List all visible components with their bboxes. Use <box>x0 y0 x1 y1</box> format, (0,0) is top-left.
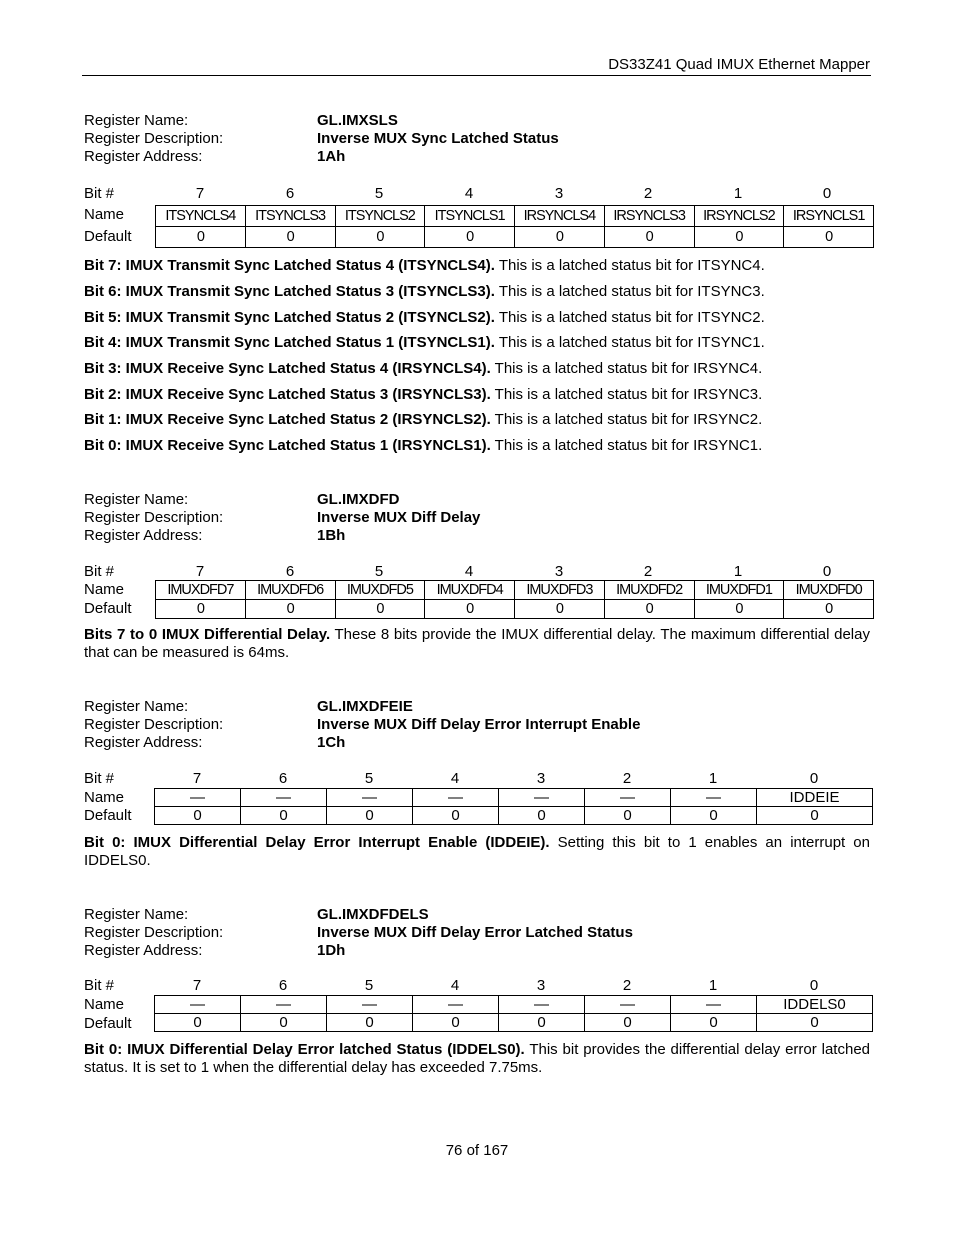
bit-description-title: Bit 3: IMUX Receive Sync Latched Status 4 (IRSYNCLS4). <box>84 360 491 377</box>
register-description-label: Register Description: <box>84 130 224 147</box>
bit-number: 2 <box>622 977 632 994</box>
register-address-value: 1Ch <box>317 734 346 751</box>
bit-default-cell: 0 <box>335 227 425 248</box>
bit-description-title: Bit 6: IMUX Transmit Sync Latched Status 3 (ITSYNCLS3). <box>84 283 495 300</box>
register-bit-table <box>154 788 873 825</box>
bit-default-cell: 0 <box>585 807 671 825</box>
bit-default-cell: 0 <box>425 227 515 248</box>
bit-name-cell: IRSYNCLS2 <box>694 206 784 227</box>
register-address-label: Register Address: <box>84 942 203 959</box>
bit-default-cell: 0 <box>425 600 515 619</box>
bit-description <box>84 283 870 301</box>
bit-name-cell: — <box>671 789 757 807</box>
bit-name-cell: IRSYNCLS3 <box>604 206 694 227</box>
bit-number: 3 <box>536 770 546 787</box>
bit-default-cell: 0 <box>515 600 605 619</box>
bit-number: 5 <box>364 977 374 994</box>
register-description-label: Register Description: <box>84 716 224 733</box>
bit-name-cell: IRSYNCLS4 <box>515 206 605 227</box>
bit-label: Bit # <box>84 977 115 994</box>
bit-name-cell: IMUXDFD3 <box>515 581 605 600</box>
name-row-label: Name <box>84 996 125 1013</box>
bit-default-cell: 0 <box>156 600 246 619</box>
bit-default-cell: 0 <box>155 1014 241 1032</box>
bit-number-row <box>84 977 873 995</box>
bit-description <box>84 1041 870 1077</box>
bit-name-cell: — <box>413 996 499 1014</box>
register-description-value: Inverse MUX Diff Delay Error Latched Status <box>317 924 633 941</box>
register-name-label: Register Name: <box>84 698 189 715</box>
bit-default-cell: 0 <box>757 807 873 825</box>
bit-name-row <box>156 581 874 600</box>
bit-name-cell: — <box>155 789 241 807</box>
bit-number: 1 <box>733 185 743 202</box>
header-divider <box>82 75 871 76</box>
bit-number: 1 <box>708 770 718 787</box>
bit-name-row <box>155 789 873 807</box>
bit-name-cell: IMUXDFD4 <box>425 581 515 600</box>
bit-description-text: Setting this bit to 1 enables an interrupt on IDDELS0. <box>84 834 870 869</box>
bit-name-cell: — <box>327 996 413 1014</box>
name-row-label: Name <box>84 581 125 598</box>
bit-default-cell: 0 <box>515 227 605 248</box>
bit-number: 1 <box>733 563 743 580</box>
bit-default-cell: 0 <box>156 227 246 248</box>
register-bit-table <box>154 995 873 1032</box>
bit-default-cell: 0 <box>694 227 784 248</box>
bit-description-title: Bits 7 to 0 IMUX Differential Delay. <box>84 626 331 643</box>
bit-default-cell: 0 <box>757 1014 873 1032</box>
bit-default-row <box>156 600 874 619</box>
default-row-label: Default <box>84 600 132 617</box>
bit-description-title: Bit 0: IMUX Differential Delay Error Interrupt Enable (IDDEIE). <box>84 834 550 851</box>
default-row-label: Default <box>84 228 132 245</box>
register-address-value: 1Bh <box>317 527 346 544</box>
bit-description-text: This is a latched status bit for ITSYNC2. <box>494 309 765 326</box>
bit-number: 4 <box>464 185 474 202</box>
bit-number: 6 <box>278 977 288 994</box>
bit-name-cell: ITSYNCLS2 <box>335 206 425 227</box>
default-row-label: Default <box>84 807 132 824</box>
bit-description-title: Bit 0: IMUX Differential Delay Error latched Status (IDDELS0). <box>84 1041 525 1058</box>
bit-description <box>84 334 870 352</box>
bit-number: 5 <box>364 770 374 787</box>
bit-default-row <box>155 807 873 825</box>
bit-number: 7 <box>195 185 205 202</box>
bit-default-cell: 0 <box>694 600 784 619</box>
bit-default-cell: 0 <box>671 1014 757 1032</box>
bit-number: 1 <box>708 977 718 994</box>
register-description-value: Inverse MUX Diff Delay Error Interrupt Enable <box>317 716 641 733</box>
bit-default-cell: 0 <box>784 227 874 248</box>
bit-description <box>84 257 870 275</box>
bit-name-cell: — <box>499 789 585 807</box>
bit-description <box>84 360 870 378</box>
bit-description-text: This is a latched status bit for ITSYNC1. <box>494 334 765 351</box>
bit-name-cell: IRSYNCLS1 <box>784 206 874 227</box>
register-info-imxdfdels <box>84 906 873 960</box>
bit-name-cell: — <box>413 789 499 807</box>
bit-description-text: This is a latched status bit for ITSYNC3. <box>494 283 765 300</box>
bit-default-cell: 0 <box>245 600 335 619</box>
bit-description-title: Bit 1: IMUX Receive Sync Latched Status 2 (IRSYNCLS2). <box>84 411 491 428</box>
bit-name-cell: IMUXDFD5 <box>335 581 425 600</box>
bit-number: 4 <box>450 770 460 787</box>
register-name-label: Register Name: <box>84 906 189 923</box>
register-name-value: GL.IMXSLS <box>317 112 398 129</box>
bit-description-text: This is a latched status bit for IRSYNC2. <box>490 411 763 428</box>
register-name-label: Register Name: <box>84 491 189 508</box>
bit-number: 2 <box>622 770 632 787</box>
bit-description-text: This is a latched status bit for ITSYNC4. <box>494 257 765 274</box>
bit-number: 0 <box>822 563 832 580</box>
register-description-label: Register Description: <box>84 924 224 941</box>
bit-number: 2 <box>643 563 653 580</box>
bit-number: 6 <box>285 185 295 202</box>
bit-description <box>84 386 870 404</box>
bit-number: 4 <box>464 563 474 580</box>
register-name-value: GL.IMXDFEIE <box>317 698 413 715</box>
bit-number-row <box>84 563 873 581</box>
bit-name-cell: IMUXDFD1 <box>694 581 784 600</box>
register-info-imxdfeie <box>84 698 873 752</box>
register-description-label: Register Description: <box>84 509 224 526</box>
bit-number: 7 <box>192 977 202 994</box>
bit-name-row <box>156 206 874 227</box>
register-address-value: 1Dh <box>317 942 346 959</box>
bit-label: Bit # <box>84 185 115 202</box>
bit-description-text: This is a latched status bit for IRSYNC3. <box>490 386 763 403</box>
register-info-imxsls <box>84 112 873 166</box>
bit-description-text: This is a latched status bit for IRSYNC1. <box>490 437 763 454</box>
bit-number-row <box>84 185 873 203</box>
bit-description-title: Bit 5: IMUX Transmit Sync Latched Status 2 (ITSYNCLS2). <box>84 309 495 326</box>
bit-number: 3 <box>554 563 564 580</box>
register-address-label: Register Address: <box>84 527 203 544</box>
bit-name-cell: — <box>585 996 671 1014</box>
bit-name-cell: IMUXDFD2 <box>604 581 694 600</box>
bit-number: 2 <box>643 185 653 202</box>
bit-default-cell: 0 <box>335 600 425 619</box>
bit-number: 0 <box>822 185 832 202</box>
bit-label: Bit # <box>84 770 115 787</box>
bit-name-cell: — <box>499 996 585 1014</box>
bit-default-cell: 0 <box>671 807 757 825</box>
register-name-value: GL.IMXDFDELS <box>317 906 429 923</box>
register-bit-table <box>155 205 874 248</box>
document-header-title: DS33Z41 Quad IMUX Ethernet Mapper <box>608 56 870 73</box>
register-name-value: GL.IMXDFD <box>317 491 400 508</box>
bit-number: 7 <box>192 770 202 787</box>
bit-number: 3 <box>536 977 546 994</box>
bit-number: 5 <box>374 185 384 202</box>
bit-description-title: Bit 2: IMUX Receive Sync Latched Status 3 (IRSYNCLS3). <box>84 386 491 403</box>
bit-default-cell: 0 <box>604 227 694 248</box>
bit-description-text: These 8 bits provide the IMUX differential delay. The maximum differential delay that can be measured is 64ms. <box>84 626 870 661</box>
bit-name-cell: ITSYNCLS4 <box>156 206 246 227</box>
bit-number: 5 <box>374 563 384 580</box>
bit-number: 0 <box>809 770 819 787</box>
bit-description <box>84 437 870 455</box>
bit-name-cell: — <box>327 789 413 807</box>
register-address-label: Register Address: <box>84 734 203 751</box>
bit-name-cell: — <box>241 789 327 807</box>
bit-default-row <box>156 227 874 248</box>
bit-name-cell: — <box>671 996 757 1014</box>
bit-default-cell: 0 <box>241 807 327 825</box>
bit-default-cell: 0 <box>499 807 585 825</box>
bit-description-text: This is a latched status bit for IRSYNC4. <box>490 360 763 377</box>
bit-description-title: Bit 7: IMUX Transmit Sync Latched Status 4 (ITSYNCLS4). <box>84 257 495 274</box>
bit-description-text: This bit provides the differential delay error latched status. It is set to 1 when the differential delay has exceeded 7.75ms. <box>84 1041 870 1076</box>
register-description-value: Inverse MUX Diff Delay <box>317 509 481 526</box>
bit-number: 4 <box>450 977 460 994</box>
bit-description <box>84 626 870 662</box>
bit-number: 6 <box>285 563 295 580</box>
bit-description <box>84 411 870 429</box>
bit-default-cell: 0 <box>413 1014 499 1032</box>
bit-default-cell: 0 <box>245 227 335 248</box>
bit-default-cell: 0 <box>784 600 874 619</box>
bit-name-cell: — <box>241 996 327 1014</box>
bit-number: 6 <box>278 770 288 787</box>
bit-default-row <box>155 1014 873 1032</box>
bit-description <box>84 309 870 327</box>
bit-default-cell: 0 <box>585 1014 671 1032</box>
bit-description-title: Bit 4: IMUX Transmit Sync Latched Status 1 (ITSYNCLS1). <box>84 334 495 351</box>
register-info-imxdfd <box>84 491 873 545</box>
bit-name-cell: IDDEIE <box>757 789 873 807</box>
bit-default-cell: 0 <box>604 600 694 619</box>
bit-number: 0 <box>809 977 819 994</box>
bit-number: 3 <box>554 185 564 202</box>
page-number: 76 of 167 <box>445 1142 509 1159</box>
name-row-label: Name <box>84 789 125 806</box>
bit-name-cell: IDDELS0 <box>757 996 873 1014</box>
bit-default-cell: 0 <box>413 807 499 825</box>
bit-label: Bit # <box>84 563 115 580</box>
bit-name-cell: IMUXDFD6 <box>245 581 335 600</box>
bit-name-cell: — <box>585 789 671 807</box>
bit-default-cell: 0 <box>155 807 241 825</box>
bit-description-title: Bit 0: IMUX Receive Sync Latched Status 1 (IRSYNCLS1). <box>84 437 491 454</box>
bit-default-cell: 0 <box>327 1014 413 1032</box>
register-description-value: Inverse MUX Sync Latched Status <box>317 130 559 147</box>
register-address-label: Register Address: <box>84 148 203 165</box>
register-address-value: 1Ah <box>317 148 346 165</box>
bit-name-cell: — <box>155 996 241 1014</box>
name-row-label: Name <box>84 206 125 223</box>
bit-name-cell: IMUXDFD0 <box>784 581 874 600</box>
bit-name-cell: ITSYNCLS1 <box>425 206 515 227</box>
default-row-label: Default <box>84 1015 132 1032</box>
bit-default-cell: 0 <box>327 807 413 825</box>
bit-default-cell: 0 <box>241 1014 327 1032</box>
bit-name-cell: IMUXDFD7 <box>156 581 246 600</box>
bit-name-cell: ITSYNCLS3 <box>245 206 335 227</box>
bit-default-cell: 0 <box>499 1014 585 1032</box>
bit-number: 7 <box>195 563 205 580</box>
register-bit-table <box>155 580 874 619</box>
bit-description <box>84 834 870 870</box>
register-name-label: Register Name: <box>84 112 189 129</box>
bit-name-row <box>155 996 873 1014</box>
bit-number-row <box>84 770 873 788</box>
